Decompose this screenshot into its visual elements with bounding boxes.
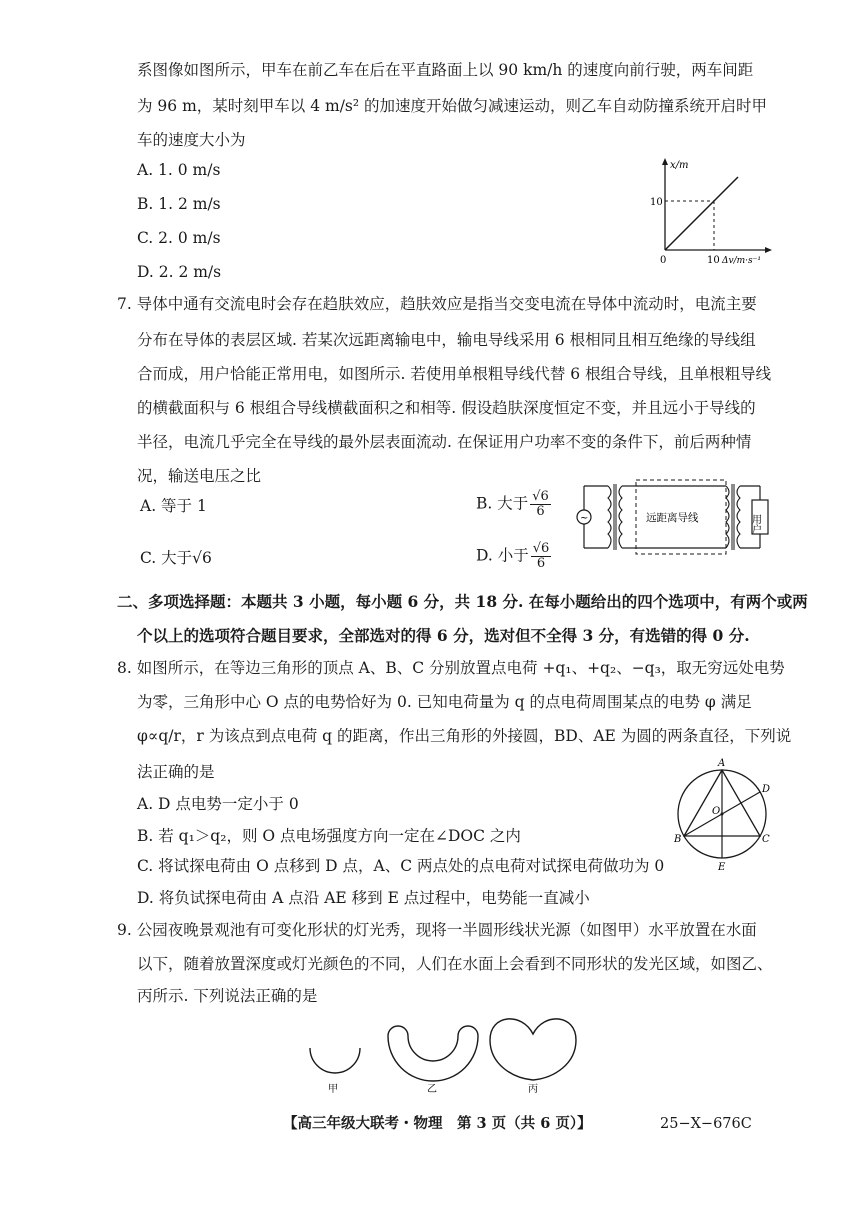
semicircle-light-source-shape (310, 1048, 360, 1073)
q7-line-3: 合而成，用户恰能正常用电，如图所示. 若使用单根粗导线代替 6 根组合导线，且单根粗导线 (137, 365, 772, 383)
q8-line-4: 法正确的是 (137, 763, 215, 781)
q8-option-b: B. 若 q₁＞q₂，则 O 点电场强度方向一定在∠DOC 之内 (137, 827, 521, 845)
q7-option-c: C. 大于√6 (140, 549, 212, 567)
fig-bing-label: 丙 (528, 1084, 538, 1095)
q7-line-2: 分布在导体的表层区域. 若某次远距离输电中，输电导线采用 6 根相同且相互绝缘的导线组 (137, 331, 756, 349)
heart-light-shape (490, 1019, 576, 1080)
point-a-label: A (718, 758, 726, 769)
page-footer-code: 25−X−676C (660, 1116, 752, 1132)
graph-y-tick: 10 (650, 197, 663, 208)
q6-line-1: 系图像如图所示，甲车在前乙车在后在平直路面上以 90 km/h 的速度向前行驶，两车间距 (137, 61, 754, 79)
graph-y-label: x/m (670, 160, 689, 171)
q8-option-d: D. 将负试探电荷由 A 点沿 AE 移到 E 点过程中，电势能一直减小 (137, 889, 590, 907)
q8-line-3: φ∝q/r，r 为该点到点电荷 q 的距离，作出三角形的外接圆，BD、AE 为圆的两条直径，下列说 (137, 727, 792, 745)
page-footer-center: 【高三年级大联考・物理 第 3 页（共 6 页）】 (283, 1115, 592, 1132)
q8-line-1: 8. 如图所示，在等边三角形的顶点 A、B、C 分别放置点电荷 +q₁、+q₂、−q₃，取无穷远处电势 (117, 659, 785, 677)
q8-option-c: C. 将试探电荷由 O 点移到 D 点，A、C 两点处的点电荷对试探电荷做功为 0 (137, 857, 665, 875)
q7-option-d (476, 542, 551, 571)
graph-origin: 0 (660, 255, 667, 266)
q8-line-2: 为零，三角形中心 O 点的电势恰好为 0. 已知电荷量为 q 的点电荷周围某点的电势 φ 满足 (137, 693, 752, 711)
q7-line-6: 况，输送电压之比 (137, 467, 262, 485)
q6-option-d: D. 2. 2 m/s (137, 263, 222, 281)
thick-arc-light-shape (388, 1026, 478, 1081)
q6-line-2: 为 96 m，某时刻甲车以 4 m/s² 的加速度开始做匀减速运动，则乙车自动防撞系统开启时甲 (137, 97, 768, 115)
q7-option-a: A. 等于 1 (140, 497, 207, 515)
q7-line-5: 半径，电流几乎完全在导线的最外层表面流动. 在保证用户功率不变的条件下，前后两种情 (137, 433, 752, 451)
user-label: 用户 (749, 514, 761, 534)
q7-line-4: 的横截面积与 6 根组合导线横截面积之和相等. 假设趋肤深度恒定不变，并且远小于导线的 (137, 399, 756, 417)
q8-triangle-circle-figure (670, 756, 782, 874)
section2-line-1: 二、多项选择题：本题共 3 小题，每小题 6 分，共 18 分. 在每小题给出的四个选项中，有两个或两 (117, 592, 808, 611)
q7-option-b-fraction (530, 490, 551, 519)
q9-light-shapes-figure (300, 1008, 590, 1100)
q9-line-1: 9. 公园夜晚景观池有可变化形状的灯光秀，现将一半圆形线状光源（如图甲）水平放置在水面 (117, 921, 757, 939)
point-d-label: D (762, 784, 771, 795)
point-e-label: E (718, 862, 726, 873)
q6-option-b: B. 1. 2 m/s (137, 195, 221, 213)
q6-option-a: A. 1. 0 m/s (137, 161, 221, 179)
q7-option-b (476, 490, 551, 519)
step-up-transformer-icon (608, 486, 622, 548)
long-distance-line-label: 远距离导线 (646, 512, 699, 524)
graph-x-label: Δv/m·s⁻¹ (722, 256, 761, 266)
fraction-denominator: 6 (536, 504, 545, 519)
section2-line-2: 个以上的选项符合题目要求，全部选对的得 6 分，选对但不全得 3 分，有选错的得 0 分. (137, 626, 750, 645)
q7-option-d-text: D. 小于 (476, 546, 529, 565)
q8-option-a: A. D 点电势一定小于 0 (137, 795, 299, 813)
step-down-transformer-icon (726, 486, 740, 548)
fig-jia-label: 甲 (328, 1084, 338, 1095)
svg-text:~: ~ (580, 513, 589, 524)
point-o-label: O (712, 806, 721, 817)
q6-x-dv-graph (640, 150, 780, 270)
point-c-label: C (762, 834, 770, 845)
q7-transmission-circuit (570, 478, 780, 556)
point-b-label: B (674, 834, 682, 845)
q7-line-1: 7. 导体中通有交流电时会存在趋肤效应，趋肤效应是指当交变电流在导体中流动时，电流主要 (117, 295, 757, 313)
q9-line-2: 以下，随着放置深度或灯光颜色的不同，人们在水面上会看到不同形状的发光区域，如图乙、 (137, 955, 773, 973)
fig-yi-label: 乙 (427, 1084, 437, 1095)
fraction-numerator: √6 (532, 489, 549, 504)
fraction-denominator: 6 (536, 556, 546, 571)
q6-option-c: C. 2. 0 m/s (137, 229, 221, 247)
q7-option-b-text: B. 大于 (476, 494, 529, 513)
q6-line-3: 车的速度大小为 (137, 131, 246, 149)
fraction-numerator: √6 (532, 541, 550, 556)
q9-line-3: 丙所示. 下列说法正确的是 (137, 987, 318, 1005)
q7-option-d-fraction (531, 542, 552, 571)
graph-x-tick: 10 (707, 255, 720, 266)
